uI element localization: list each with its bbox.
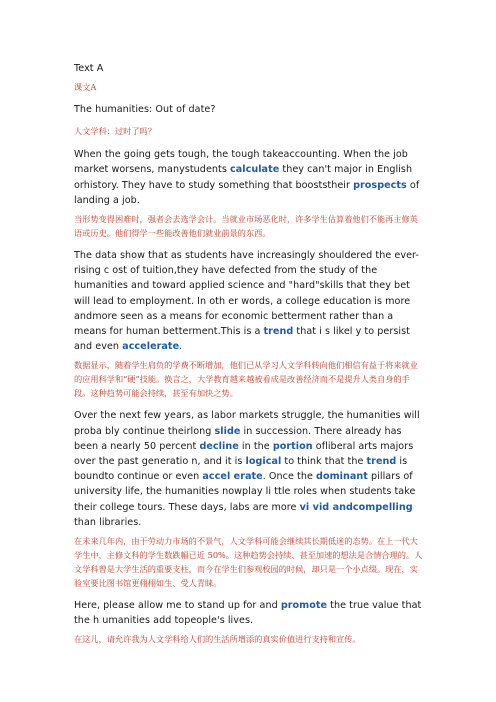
vocab-decline: decline [199, 440, 239, 452]
paragraph-2-cn: 数据显示，随着学生肩负的学费不断增加，他们已从学习人文学科转向他们相信有益于将来就业的应用科学和“硬”技能。换言之，大学教育越来越被看成是改善经济而不是提升人类自身的手段。这种趋势可能会持续，甚至有加快之势。 [74, 360, 418, 399]
heading-cn: 人文学科：过时了吗？ [74, 126, 156, 137]
vocab-vivid: vi vid [299, 501, 330, 513]
paragraph-3-en: Over the next few years, as labor markets struggle, the humanities will proba bly continue theirlong slide in succession. There already has been a nearly 50 percent decline in the portion ofliberal arts majors over the past generatio n, and it is logical to think that the trend is boundto continue or even accel erate. Once the dominant pillars of university life, the humanities nowplay li ttle roles when students take their college tours. These days, labs are more vi vid andcompelling than libraries. [74, 410, 420, 528]
vocab-dominant: dominant [316, 471, 368, 483]
percent-value: 50% [207, 550, 226, 561]
vocab-portion: portion [272, 440, 313, 452]
vocab-accelerate: accelerate [122, 341, 180, 353]
paragraph-4-en: Here, please allow me to stand up for and promote the true value that the h umanities add topeople's lives. [74, 600, 422, 627]
vocab-trend-2: trend [366, 456, 397, 468]
heading-en: The humanities: Out of date? [74, 104, 216, 115]
text-label-cn: 课文A [74, 82, 97, 92]
paragraph-4-cn: 在这儿，请允许我为人文学科给人们的生活所增添的真实价值进行支持和宣传。 [74, 634, 361, 645]
vocab-trend: trend [263, 326, 294, 338]
paragraph-1-en: When the going gets tough, the tough takeaccounting. When the job market worsens, manystudents calculate they can't major in English orhistory. They have to study something that booststheir prospects of landing a job. [74, 149, 420, 206]
document-page [74, 62, 426, 646]
vocab-logical: logical [245, 456, 282, 468]
vocab-compelling: andcompelling [329, 501, 413, 513]
paragraph-3-cn: 在未来几年内，由于劳动力市场的不景气，人文学科可能会继续其长期低迷的态势。在上一代大学生中，主修文科的学生数跌幅已近 50%。这种趋势会持续、甚至加速的想法是合情合理的。人文学科曾是大学生活的重要支柱，而今在学生们参观校园的时候，却只是一个小点缀。现在，实验室要比图书馆更栩栩如生、受人青睐。 [74, 536, 423, 589]
paragraph-1-cn: 当形势变得困难时，强者会去选学会计。当就业市场恶化时，许多学生估算着他们不能再主修英语或历史。他们得学一些能改善他们就业前景的东西。 [74, 214, 418, 239]
vocab-calculate: calculate [230, 164, 280, 176]
vocab-slide: slide [214, 425, 241, 437]
text-label: Text A [74, 63, 104, 74]
vocab-accelerate-2: accel erate [202, 471, 263, 483]
vocab-prospects: prospects [353, 179, 407, 191]
paragraph-2-en: The data show that as students have increasingly shouldered the ever-rising c ost of tuition,they have defected from the study of the humanities and toward applied science and "hard"skills that they bet will lead to employment. In oth er words, a college education is more andmore seen as a means for economic betterment rather than a means for human betterment.This is a trend that i s likel y to persist and even accelerate. [74, 250, 419, 353]
vocab-promote: promote [280, 600, 328, 612]
